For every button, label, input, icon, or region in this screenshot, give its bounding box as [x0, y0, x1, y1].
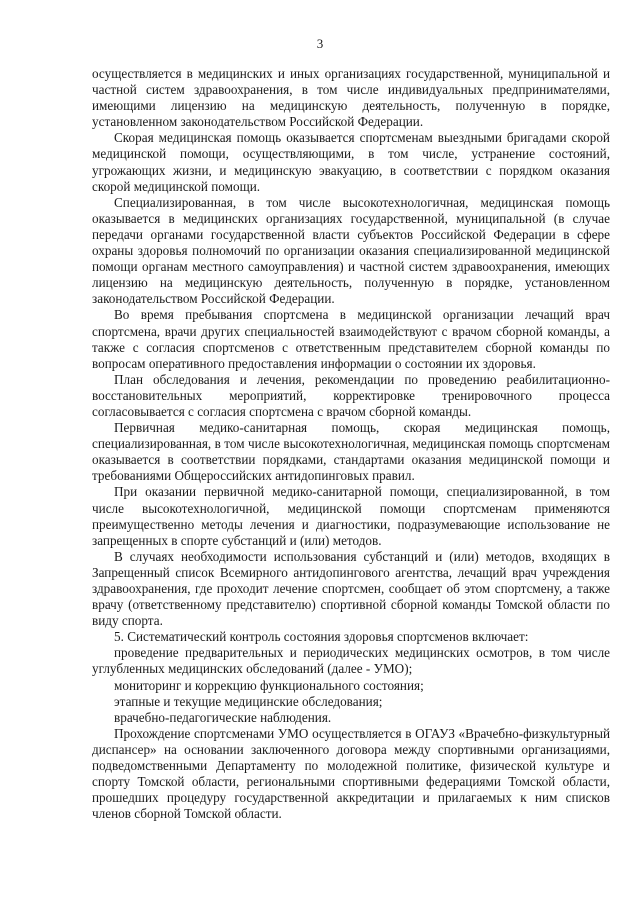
paragraph-permitted-methods: При оказании первичной медико-санитарной помощи, специализированной, в том числе высокотехнологичной, медицинской помощи спортсменам применяются преимущественно методы лечения и диагностики, подразумевающие использование не запрещенных в спорте субстанций и (или) методов.	[92, 484, 610, 548]
list-item-pedagogical-observation: врачебно-педагогические наблюдения.	[114, 709, 332, 725]
document-body	[92, 66, 610, 822]
paragraph-emergency-care: Скорая медицинская помощь оказывается спортсменам выездными бригадами скорой медицинской помощи, осуществляющими, в том числе, устранение состояний, угрожающих жизни, и медицинскую эвакуацию, в соответствии с порядком оказания скорой медицинской помощи.	[92, 130, 610, 194]
list-item-functional-monitoring: мониторинг и коррекцию функционального состояния;	[114, 677, 424, 693]
paragraph-specialized-care: Специализированная, в том числе высокотехнологичная, медицинская помощь оказывается в медицинских организациях государственной, муниципальной (в случае передачи органами государственной власти субъектов Российской Федерации в сфере охраны здоровья полномочий по организации оказания специализированной медицинской помощи органам местного самоуправления) и частной систем здравоохранения, имеющих лицензию на медицинскую деятельность, полученную в порядке, установленном законодательством Российской Федерации.	[92, 194, 610, 307]
page-number: 3	[316, 36, 324, 51]
paragraph-treatment-plan: План обследования и лечения, рекомендации по проведению реабилитационно-восстановительных мероприятий, корректировке тренировочного процесса согласовывается с согласия спортсмена с врачом сборной команды.	[92, 371, 610, 419]
list-item-medical-exams: проведение предварительных и периодических медицинских осмотров, в том числе углубленных медицинских обследований (далее - УМО);	[92, 645, 610, 677]
paragraph-primary-care: Первичная медико-санитарная помощь, скорая медицинская помощь, специализированная, в том числе высокотехнологичная, медицинская помощь спортсменам оказывается в соответствии порядками, стандартами оказания медицинской помощи и требованиями Общероссийских антидопинговых правил.	[92, 420, 610, 484]
paragraph-monitoring-heading: 5. Систематический контроль состояния здоровья спортсменов включает:	[114, 629, 529, 645]
list-item-staged-exams: этапные и текущие медицинские обследования;	[114, 693, 383, 709]
paragraph-hospital-stay: Во время пребывания спортсмена в медицинской организации лечащий врач спортсмена, врачи других специальностей взаимодействуют с врачом сборной команды, а также с согласия спортсменов с ответственным представителем сборной команды по вопросам оперативного предоставления информации о состоянии их здоровья.	[92, 307, 610, 371]
paragraph-prohibited-list: В случаях необходимости использования субстанций и (или) методов, входящих в Запрещенный список Всемирного антидопингового агентства, лечащий врач учреждения здравоохранения, где проходит лечение спортсмен, сообщает об этом спортсмену, а также врачу (ответственному представителю) спортивной сборной команды Томской области по виду спорта.	[92, 548, 610, 629]
paragraph-continuation: осуществляется в медицинских и иных организациях государственной, муниципальной и частной систем здравоохранения, в том числе индивидуальных предпринимателями, имеющими лицензию на медицинскую деятельность, полученную в порядке, установленном законодательством Российской Федерации.	[92, 66, 610, 130]
paragraph-umo-procedure: Прохождение спортсменами УМО осуществляется в ОГАУЗ «Врачебно-физкультурный диспансер» на основании заключенного договора между спортивными организациями, подведомственными Департаменту по молодежной политике, физической культуре и спорту Томской области, региональными спортивными федерациями Томской области, прошедших процедуру государственной аккредитации и прилагаемых к ним списков членов сборной Томской области.	[92, 725, 610, 822]
